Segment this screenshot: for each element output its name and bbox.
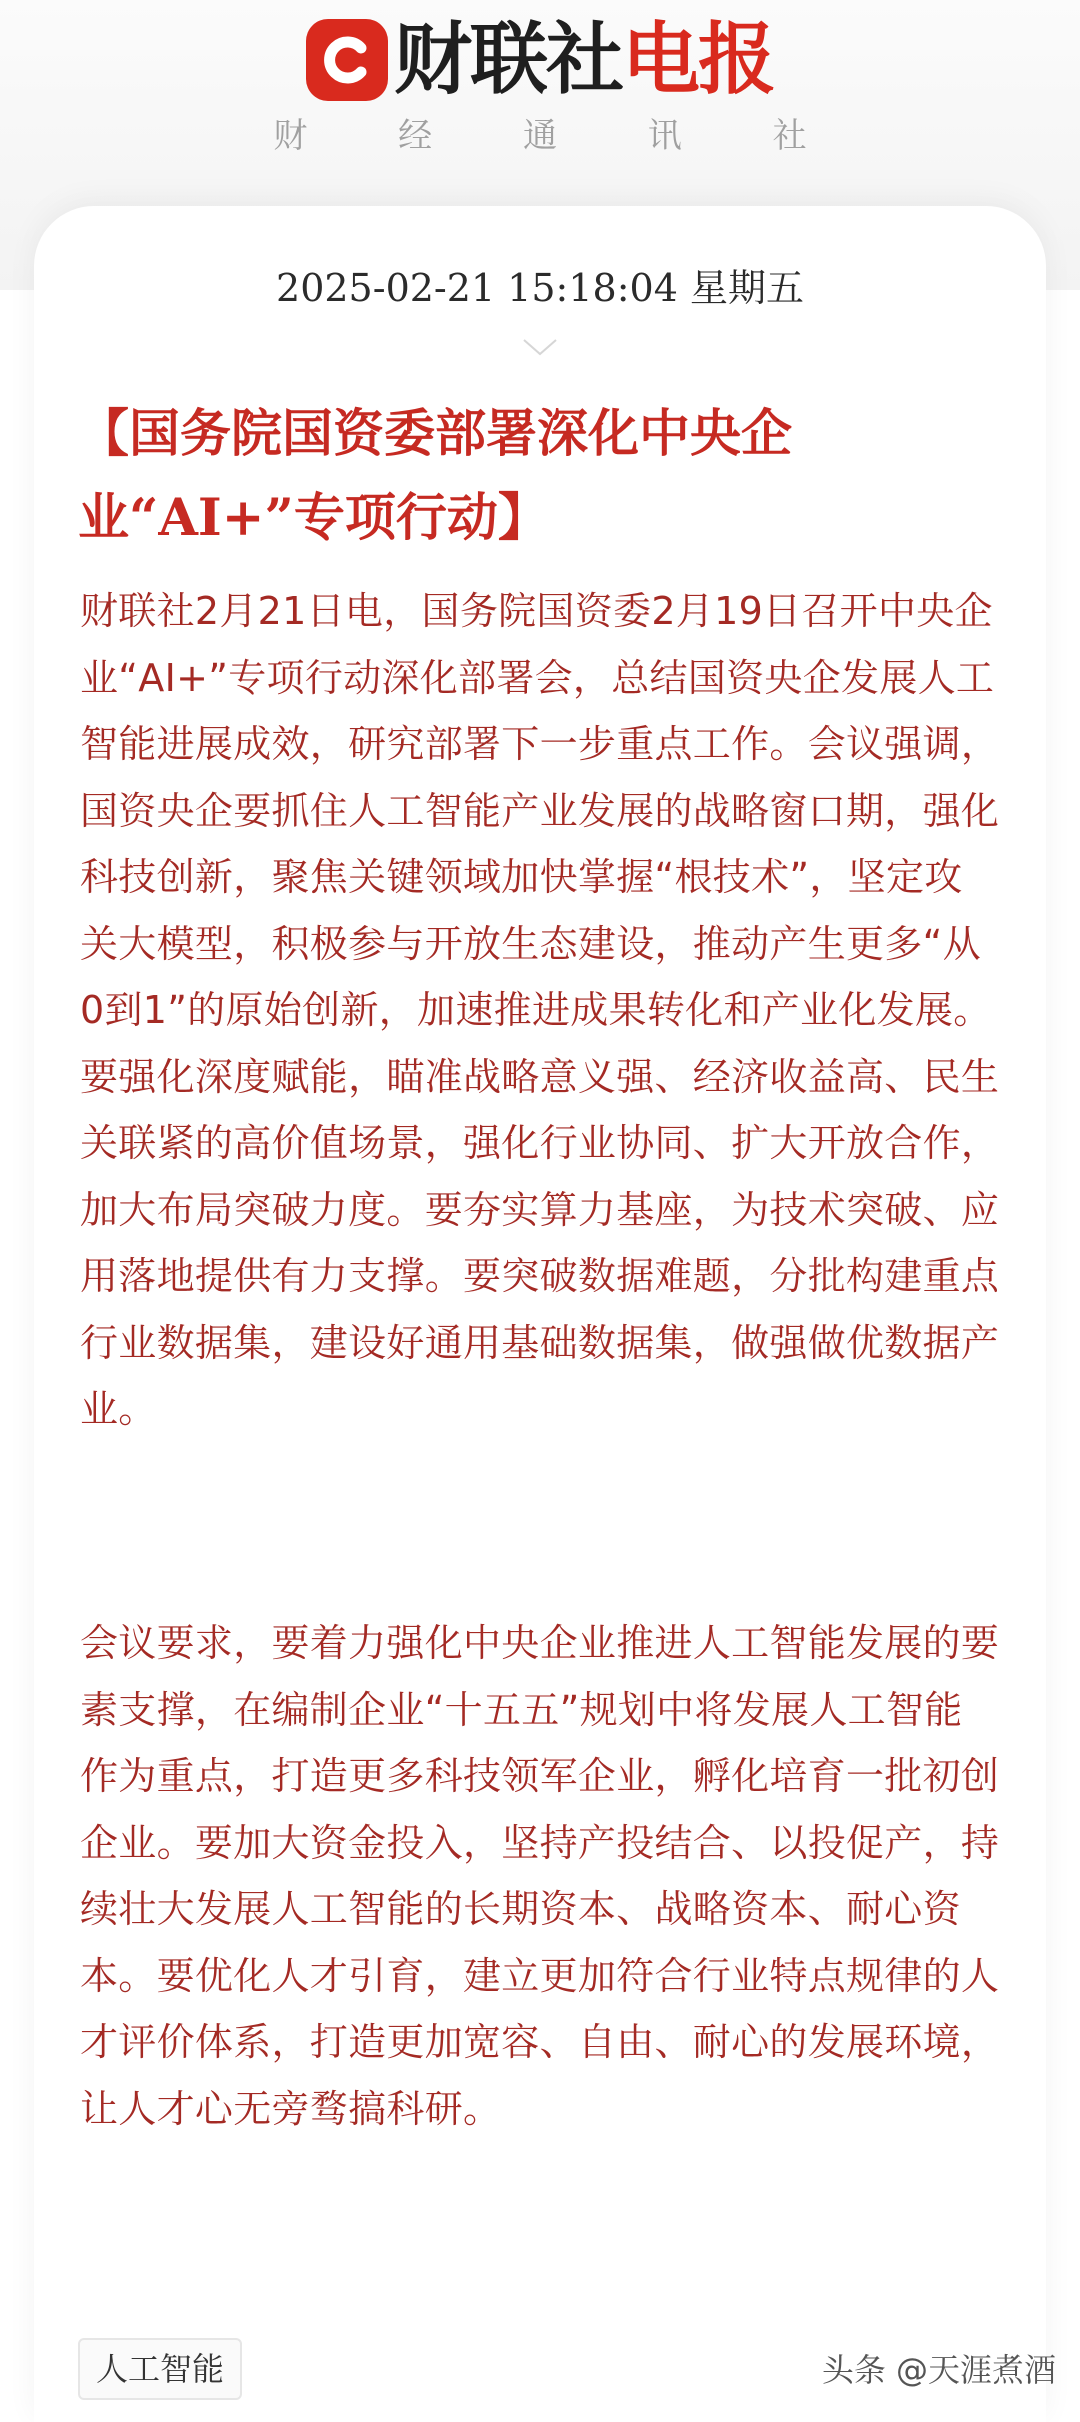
article-headline: 【国务院国资委部署深化中央企业“AI+”专项行动】 bbox=[78, 404, 793, 548]
article-timestamp: 2025-02-21 15:18:04 星期五 bbox=[276, 266, 804, 310]
article-paragraph-2: 会议要求，要着力强化中央企业推进人工智能发展的要素支撑，在编制企业“十五五”规划中将发展人工智能作为重点，打造更多科技领军企业，孵化培育一批初创企业。要加大资金投入，坚持产投结合、以投促产，持续壮大发展人工智能的长期资本、战略资本、耐心资本。要优化人才引育，建立更加符合行业特点规律的人才评价体系，打造更加宽容、自由、耐心的发展环境，让人才心无旁骛搞科研。 bbox=[80, 1621, 1000, 2131]
masthead bbox=[0, 12, 1080, 156]
c-logo-icon bbox=[306, 19, 388, 101]
brand-subtitle: 财 经 通 讯 社 bbox=[273, 116, 847, 156]
brand-name: 财联社电报 bbox=[393, 15, 775, 105]
brand-logo bbox=[306, 12, 774, 108]
notch-arrow-icon bbox=[522, 338, 558, 356]
brand-name-accent: 电报 bbox=[622, 15, 775, 105]
topic-tag[interactable]: 人工智能 bbox=[78, 2338, 242, 2400]
watermark: 头条 @天涯煮酒 bbox=[821, 2351, 1056, 2389]
article-paragraph-1: 财联社2月21日电，国务院国资委2月19日召开中央企业“AI+”专项行动深化部署会，总结国资央企发展人工智能进展成效，研究部署下一步重点工作。会议强调，国资央企要抓住人工智能产业发展的战略窗口期，强化科技创新，聚焦关键领域加快掌握“根技术”，坚定攻关大模型，积极参与开放生态建设，推动产生更多“从0到1”的原始创新，加速推进成果转化和产业化发展。要强化深度赋能，瞄准战略意义强、经济收益高、民生关联紧的高价值场景，强化行业协同、扩大开放合作，加大布局突破力度。要夯实算力基座，为技术突破、应用落地提供有力支撑。要突破数据难题，分批构建重点行业数据集，建设好通用基础数据集，做强做优数据产业。 bbox=[80, 589, 1000, 1431]
